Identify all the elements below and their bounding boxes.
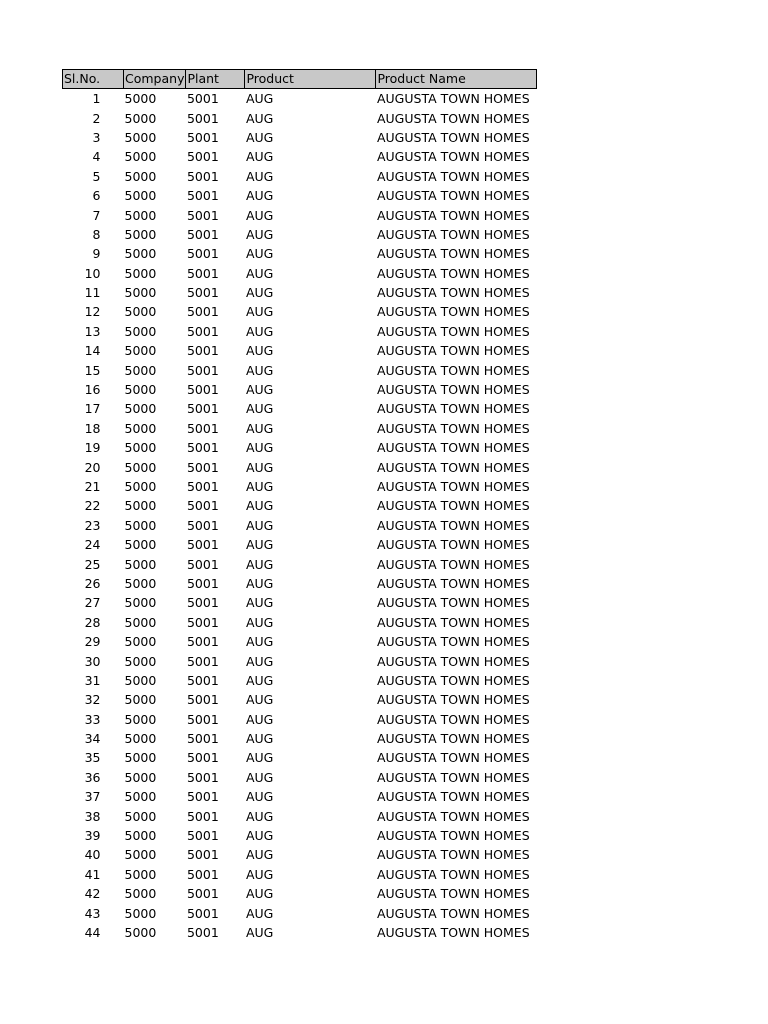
cell-sl-no: 12 xyxy=(84,304,101,320)
cell-product: AUG xyxy=(245,362,274,378)
header-product: Product xyxy=(245,70,376,89)
cell-product: AUG xyxy=(245,634,274,650)
cell-plant: 5001 xyxy=(186,110,219,126)
cell-sl-no: 5 xyxy=(92,168,101,184)
cell-plant: 5001 xyxy=(186,750,219,766)
cell-product-name: AUGUSTA TOWN HOMES xyxy=(376,614,530,630)
cell-product: AUG xyxy=(245,91,274,107)
table-row xyxy=(63,613,537,632)
cell-sl-no: 11 xyxy=(84,285,101,301)
cell-product-name: AUGUSTA TOWN HOMES xyxy=(376,517,530,533)
cell-company: 5000 xyxy=(124,769,157,785)
cell-sl-no: 19 xyxy=(84,440,101,456)
cell-product: AUG xyxy=(245,653,274,669)
cell-sl-no: 39 xyxy=(84,828,101,844)
header-plant: Plant xyxy=(186,70,245,89)
cell-product: AUG xyxy=(245,188,274,204)
cell-company: 5000 xyxy=(124,808,157,824)
cell-product: AUG xyxy=(245,769,274,785)
cell-product-name: AUGUSTA TOWN HOMES xyxy=(376,420,530,436)
cell-product-name: AUGUSTA TOWN HOMES xyxy=(376,808,530,824)
cell-plant: 5001 xyxy=(186,382,219,398)
cell-product-name: AUGUSTA TOWN HOMES xyxy=(376,401,530,417)
cell-product-name: AUGUSTA TOWN HOMES xyxy=(376,207,530,223)
cell-company: 5000 xyxy=(124,924,157,940)
cell-product: AUG xyxy=(245,886,274,902)
table-row xyxy=(63,380,537,399)
cell-product-name: AUGUSTA TOWN HOMES xyxy=(376,304,530,320)
cell-plant: 5001 xyxy=(186,129,219,145)
cell-plant: 5001 xyxy=(186,808,219,824)
cell-product: AUG xyxy=(245,595,274,611)
cell-product: AUG xyxy=(245,285,274,301)
cell-product: AUG xyxy=(245,343,274,359)
cell-product-name: AUGUSTA TOWN HOMES xyxy=(376,672,530,688)
cell-product-name: AUGUSTA TOWN HOMES xyxy=(376,129,530,145)
table-row xyxy=(63,457,537,476)
cell-product: AUG xyxy=(245,711,274,727)
cell-plant: 5001 xyxy=(186,207,219,223)
cell-plant: 5001 xyxy=(186,847,219,863)
cell-plant: 5001 xyxy=(186,226,219,242)
table-row xyxy=(63,419,537,438)
cell-product-name: AUGUSTA TOWN HOMES xyxy=(376,149,530,165)
cell-sl-no: 16 xyxy=(84,382,101,398)
cell-sl-no: 17 xyxy=(84,401,101,417)
cell-product: AUG xyxy=(245,614,274,630)
header-product-name: Product Name xyxy=(376,70,537,89)
cell-company: 5000 xyxy=(124,711,157,727)
cell-company: 5000 xyxy=(124,692,157,708)
cell-plant: 5001 xyxy=(186,692,219,708)
cell-product-name: AUGUSTA TOWN HOMES xyxy=(376,769,530,785)
cell-company: 5000 xyxy=(124,847,157,863)
table-row xyxy=(63,729,537,748)
cell-sl-no: 40 xyxy=(84,847,101,863)
table-row xyxy=(63,806,537,825)
table-row xyxy=(63,865,537,884)
cell-sl-no: 37 xyxy=(84,789,101,805)
cell-product-name: AUGUSTA TOWN HOMES xyxy=(376,265,530,281)
cell-company: 5000 xyxy=(124,265,157,281)
table-row xyxy=(63,516,537,535)
cell-company: 5000 xyxy=(124,498,157,514)
cell-company: 5000 xyxy=(124,479,157,494)
cell-product: AUG xyxy=(245,537,274,553)
cell-product: AUG xyxy=(245,731,274,747)
cell-sl-no: 33 xyxy=(84,711,101,727)
table-row xyxy=(63,574,537,593)
cell-company: 5000 xyxy=(124,789,157,805)
cell-company: 5000 xyxy=(124,129,157,145)
cell-product-name: AUGUSTA TOWN HOMES xyxy=(376,537,530,553)
cell-product: AUG xyxy=(245,265,274,281)
cell-product-name: AUGUSTA TOWN HOMES xyxy=(376,498,530,514)
cell-plant: 5001 xyxy=(186,246,219,262)
table-row xyxy=(63,302,537,321)
cell-company: 5000 xyxy=(124,91,157,107)
cell-product: AUG xyxy=(245,847,274,863)
cell-product: AUG xyxy=(245,382,274,398)
table-row xyxy=(63,477,537,496)
cell-sl-no: 27 xyxy=(84,595,101,611)
cell-product: AUG xyxy=(245,575,274,591)
table-row xyxy=(63,283,537,302)
cell-company: 5000 xyxy=(124,517,157,533)
cell-product-name: AUGUSTA TOWN HOMES xyxy=(376,595,530,611)
cell-product-name: AUGUSTA TOWN HOMES xyxy=(376,634,530,650)
cell-plant: 5001 xyxy=(186,401,219,417)
table-row xyxy=(63,186,537,205)
cell-plant: 5001 xyxy=(186,323,219,339)
cell-company: 5000 xyxy=(124,575,157,591)
cell-sl-no: 14 xyxy=(84,343,101,359)
table-row xyxy=(63,496,537,515)
cell-plant: 5001 xyxy=(186,149,219,165)
cell-sl-no: 6 xyxy=(92,188,101,204)
cell-sl-no: 13 xyxy=(84,323,101,339)
cell-plant: 5001 xyxy=(186,556,219,572)
table-row xyxy=(63,748,537,767)
cell-product: AUG xyxy=(245,479,274,494)
cell-company: 5000 xyxy=(124,866,157,882)
cell-plant: 5001 xyxy=(186,168,219,184)
cell-company: 5000 xyxy=(124,828,157,844)
table-row xyxy=(63,108,537,127)
cell-product-name: AUGUSTA TOWN HOMES xyxy=(376,479,530,494)
cell-company: 5000 xyxy=(124,459,157,475)
table-row xyxy=(63,147,537,166)
cell-plant: 5001 xyxy=(186,517,219,533)
cell-plant: 5001 xyxy=(186,575,219,591)
cell-company: 5000 xyxy=(124,188,157,204)
table-row xyxy=(63,632,537,651)
cell-plant: 5001 xyxy=(186,711,219,727)
cell-company: 5000 xyxy=(124,343,157,359)
cell-company: 5000 xyxy=(124,886,157,902)
table-row xyxy=(63,651,537,670)
cell-sl-no: 38 xyxy=(84,808,101,824)
cell-company: 5000 xyxy=(124,614,157,630)
cell-company: 5000 xyxy=(124,595,157,611)
cell-product-name: AUGUSTA TOWN HOMES xyxy=(376,653,530,669)
table-row xyxy=(63,438,537,457)
cell-product: AUG xyxy=(245,672,274,688)
cell-company: 5000 xyxy=(124,110,157,126)
table-row xyxy=(63,535,537,554)
cell-product-name: AUGUSTA TOWN HOMES xyxy=(376,285,530,301)
cell-sl-no: 8 xyxy=(92,226,101,242)
table-row xyxy=(63,923,537,942)
cell-product: AUG xyxy=(245,828,274,844)
cell-company: 5000 xyxy=(124,382,157,398)
cell-company: 5000 xyxy=(124,653,157,669)
cell-plant: 5001 xyxy=(186,924,219,940)
cell-product: AUG xyxy=(245,207,274,223)
cell-sl-no: 28 xyxy=(84,614,101,630)
cell-sl-no: 23 xyxy=(84,517,101,533)
cell-product-name: AUGUSTA TOWN HOMES xyxy=(376,575,530,591)
cell-company: 5000 xyxy=(124,672,157,688)
header-row xyxy=(63,70,537,89)
cell-plant: 5001 xyxy=(186,498,219,514)
cell-product-name: AUGUSTA TOWN HOMES xyxy=(376,731,530,747)
table-row xyxy=(63,884,537,903)
table-row xyxy=(63,360,537,379)
cell-product-name: AUGUSTA TOWN HOMES xyxy=(376,886,530,902)
cell-company: 5000 xyxy=(124,285,157,301)
cell-sl-no: 30 xyxy=(84,653,101,669)
table-row xyxy=(63,554,537,573)
cell-sl-no: 1 xyxy=(92,91,101,107)
cell-plant: 5001 xyxy=(186,789,219,805)
table-row xyxy=(63,826,537,845)
cell-sl-no: 20 xyxy=(84,459,101,475)
cell-product: AUG xyxy=(245,924,274,940)
cell-plant: 5001 xyxy=(186,265,219,281)
table-row xyxy=(63,341,537,360)
cell-company: 5000 xyxy=(124,168,157,184)
cell-company: 5000 xyxy=(124,556,157,572)
cell-company: 5000 xyxy=(124,634,157,650)
cell-sl-no: 9 xyxy=(92,246,101,262)
table-row xyxy=(63,244,537,263)
cell-sl-no: 2 xyxy=(92,110,101,126)
cell-plant: 5001 xyxy=(186,440,219,456)
cell-plant: 5001 xyxy=(186,828,219,844)
cell-sl-no: 10 xyxy=(84,265,101,281)
cell-product: AUG xyxy=(245,692,274,708)
cell-plant: 5001 xyxy=(186,91,219,107)
cell-product-name: AUGUSTA TOWN HOMES xyxy=(376,246,530,262)
header-sl-no: Sl.No. xyxy=(63,70,124,89)
cell-sl-no: 18 xyxy=(84,420,101,436)
cell-product-name: AUGUSTA TOWN HOMES xyxy=(376,226,530,242)
cell-company: 5000 xyxy=(124,149,157,165)
cell-product-name: AUGUSTA TOWN HOMES xyxy=(376,847,530,863)
cell-product: AUG xyxy=(245,420,274,436)
cell-company: 5000 xyxy=(124,362,157,378)
cell-sl-no: 3 xyxy=(92,129,101,145)
cell-product: AUG xyxy=(245,226,274,242)
cell-product-name: AUGUSTA TOWN HOMES xyxy=(376,168,530,184)
product-table xyxy=(62,69,537,942)
cell-plant: 5001 xyxy=(186,304,219,320)
cell-company: 5000 xyxy=(124,323,157,339)
cell-product: AUG xyxy=(245,246,274,262)
table-row xyxy=(63,128,537,147)
cell-sl-no: 15 xyxy=(84,362,101,378)
table-row xyxy=(63,322,537,341)
cell-company: 5000 xyxy=(124,246,157,262)
table-row xyxy=(63,768,537,787)
table-row xyxy=(63,671,537,690)
cell-product-name: AUGUSTA TOWN HOMES xyxy=(376,382,530,398)
cell-company: 5000 xyxy=(124,440,157,456)
cell-sl-no: 41 xyxy=(84,866,101,882)
cell-plant: 5001 xyxy=(186,343,219,359)
cell-product: AUG xyxy=(245,401,274,417)
table-row xyxy=(63,903,537,922)
table-row xyxy=(63,845,537,864)
cell-plant: 5001 xyxy=(186,672,219,688)
cell-plant: 5001 xyxy=(186,420,219,436)
cell-product: AUG xyxy=(245,517,274,533)
cell-plant: 5001 xyxy=(186,537,219,553)
cell-plant: 5001 xyxy=(186,905,219,921)
cell-product: AUG xyxy=(245,556,274,572)
cell-product: AUG xyxy=(245,129,274,145)
cell-sl-no: 7 xyxy=(92,207,101,223)
cell-company: 5000 xyxy=(124,207,157,223)
table-row xyxy=(63,205,537,224)
cell-company: 5000 xyxy=(124,226,157,242)
cell-product-name: AUGUSTA TOWN HOMES xyxy=(376,323,530,339)
cell-product-name: AUGUSTA TOWN HOMES xyxy=(376,459,530,475)
table-row xyxy=(63,89,537,109)
cell-plant: 5001 xyxy=(186,769,219,785)
cell-product-name: AUGUSTA TOWN HOMES xyxy=(376,440,530,456)
cell-product: AUG xyxy=(245,905,274,921)
cell-product: AUG xyxy=(245,168,274,184)
cell-sl-no: 35 xyxy=(84,750,101,766)
cell-product-name: AUGUSTA TOWN HOMES xyxy=(376,91,530,107)
cell-sl-no: 36 xyxy=(84,769,101,785)
cell-sl-no: 32 xyxy=(84,692,101,708)
cell-company: 5000 xyxy=(124,420,157,436)
cell-product-name: AUGUSTA TOWN HOMES xyxy=(376,711,530,727)
cell-product: AUG xyxy=(245,498,274,514)
cell-product-name: AUGUSTA TOWN HOMES xyxy=(376,924,530,940)
cell-sl-no: 24 xyxy=(84,537,101,553)
table-row xyxy=(63,264,537,283)
cell-product: AUG xyxy=(245,750,274,766)
cell-plant: 5001 xyxy=(186,614,219,630)
cell-product-name: AUGUSTA TOWN HOMES xyxy=(376,692,530,708)
cell-plant: 5001 xyxy=(186,866,219,882)
cell-company: 5000 xyxy=(124,537,157,553)
cell-product: AUG xyxy=(245,459,274,475)
cell-sl-no: 34 xyxy=(84,731,101,747)
cell-plant: 5001 xyxy=(186,459,219,475)
cell-company: 5000 xyxy=(124,304,157,320)
cell-product-name: AUGUSTA TOWN HOMES xyxy=(376,110,530,126)
cell-product: AUG xyxy=(245,789,274,805)
cell-plant: 5001 xyxy=(186,634,219,650)
cell-sl-no: 43 xyxy=(84,905,101,921)
cell-plant: 5001 xyxy=(186,188,219,204)
cell-sl-no: 29 xyxy=(84,634,101,650)
cell-product: AUG xyxy=(245,110,274,126)
cell-sl-no: 44 xyxy=(84,924,101,940)
cell-plant: 5001 xyxy=(186,362,219,378)
cell-company: 5000 xyxy=(124,401,157,417)
cell-product: AUG xyxy=(245,808,274,824)
table-row xyxy=(63,690,537,709)
cell-sl-no: 25 xyxy=(84,556,101,572)
cell-product: AUG xyxy=(245,440,274,456)
table-row xyxy=(63,399,537,418)
cell-product-name: AUGUSTA TOWN HOMES xyxy=(376,343,530,359)
cell-sl-no: 31 xyxy=(84,672,101,688)
cell-sl-no: 21 xyxy=(84,479,101,494)
cell-product: AUG xyxy=(245,866,274,882)
cell-product: AUG xyxy=(245,323,274,339)
cell-sl-no: 4 xyxy=(92,149,101,165)
cell-sl-no: 22 xyxy=(84,498,101,514)
cell-product-name: AUGUSTA TOWN HOMES xyxy=(376,750,530,766)
cell-company: 5000 xyxy=(124,905,157,921)
cell-product-name: AUGUSTA TOWN HOMES xyxy=(376,789,530,805)
cell-plant: 5001 xyxy=(186,285,219,301)
cell-sl-no: 42 xyxy=(84,886,101,902)
cell-product-name: AUGUSTA TOWN HOMES xyxy=(376,905,530,921)
header-company: Company xyxy=(124,70,186,89)
cell-plant: 5001 xyxy=(186,653,219,669)
cell-product-name: AUGUSTA TOWN HOMES xyxy=(376,866,530,882)
cell-plant: 5001 xyxy=(186,595,219,611)
table-row xyxy=(63,225,537,244)
table-row xyxy=(63,593,537,612)
cell-plant: 5001 xyxy=(186,731,219,747)
cell-product-name: AUGUSTA TOWN HOMES xyxy=(376,556,530,572)
cell-product-name: AUGUSTA TOWN HOMES xyxy=(376,828,530,844)
cell-sl-no: 26 xyxy=(84,575,101,591)
cell-product-name: AUGUSTA TOWN HOMES xyxy=(376,188,530,204)
table-row xyxy=(63,787,537,806)
table-row xyxy=(63,710,537,729)
cell-plant: 5001 xyxy=(186,886,219,902)
cell-plant: 5001 xyxy=(186,479,219,494)
cell-product: AUG xyxy=(245,149,274,165)
cell-company: 5000 xyxy=(124,731,157,747)
cell-product: AUG xyxy=(245,304,274,320)
cell-company: 5000 xyxy=(124,750,157,766)
table-row xyxy=(63,167,537,186)
cell-product-name: AUGUSTA TOWN HOMES xyxy=(376,362,530,378)
